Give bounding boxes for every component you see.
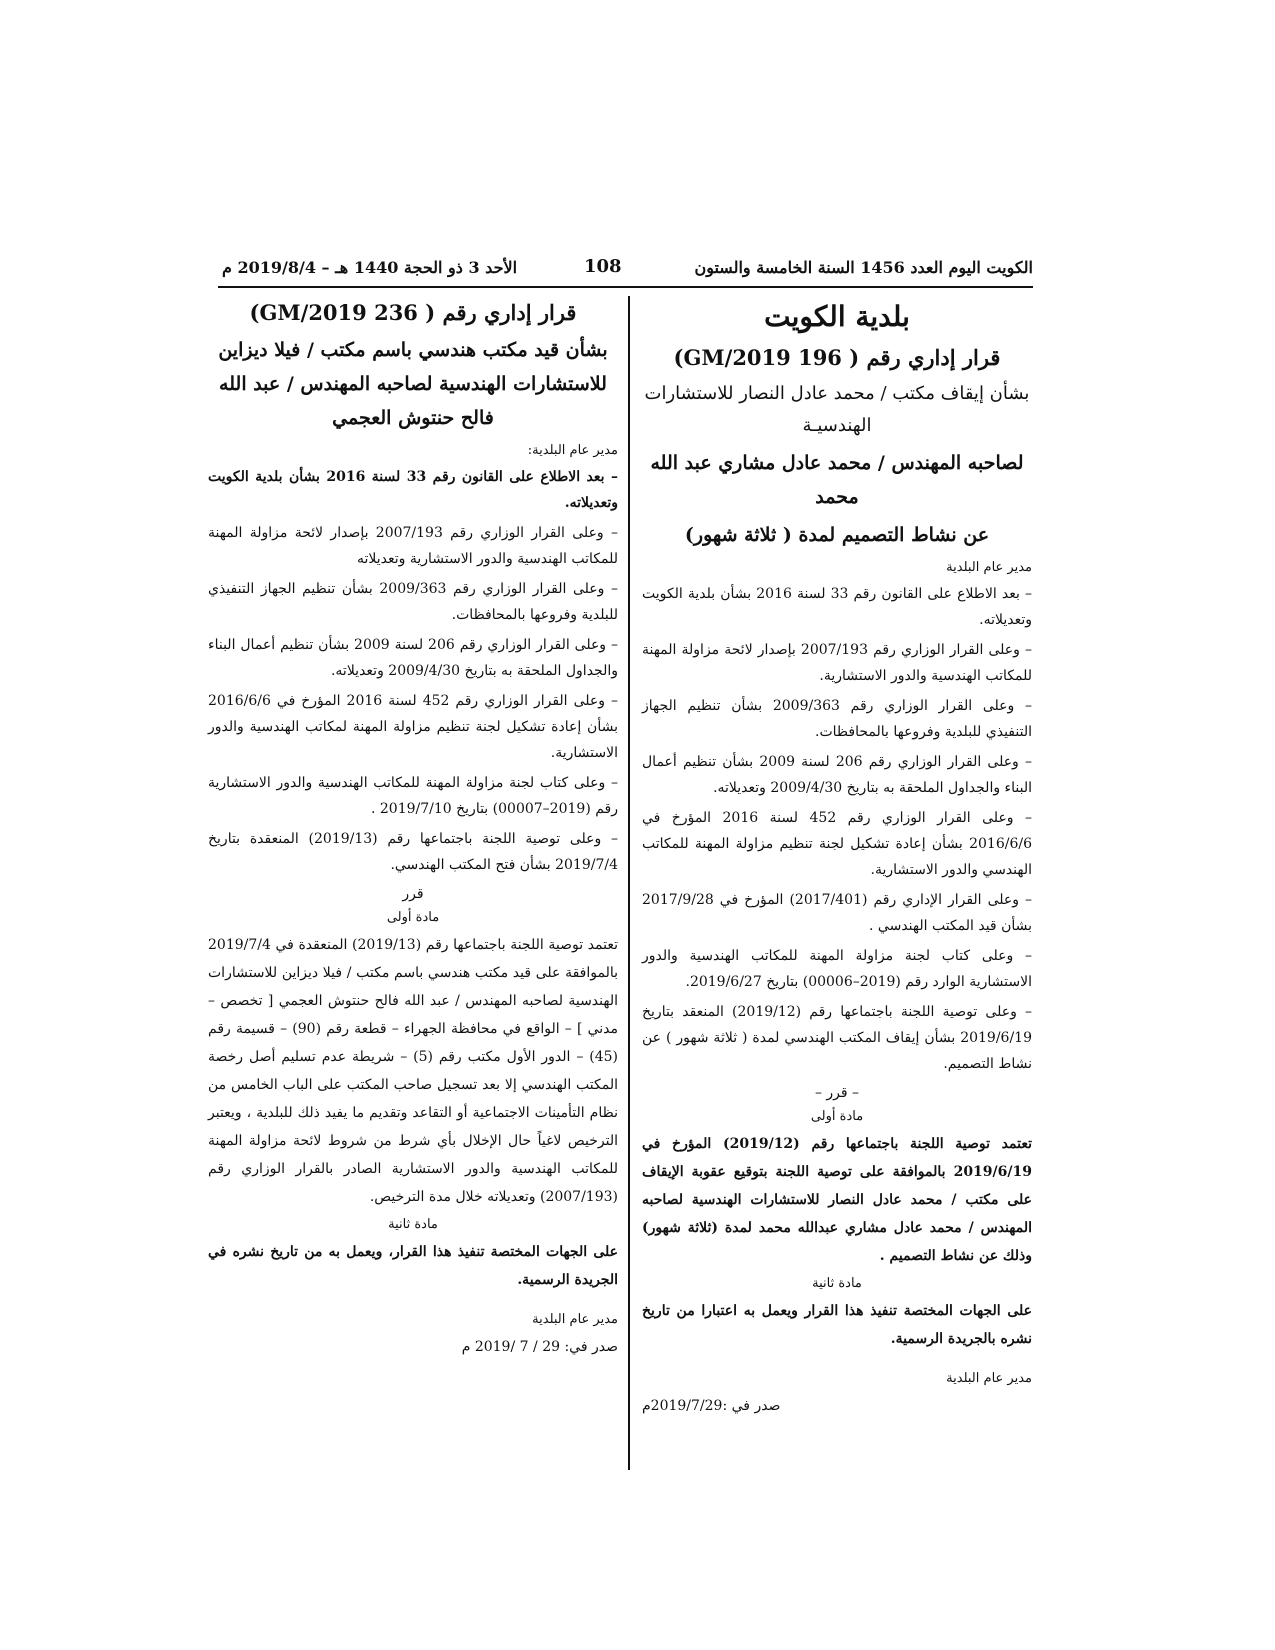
header-page-number: 108 [584, 256, 622, 277]
decision-title: قرار إداري رقم ( 236 2019/GM) [249, 300, 577, 325]
preamble-clause: – بعد الاطلاع على القانون رقم 33 لسنة 2016 بشأن بلدية الكويت وتعديلاته. [208, 469, 618, 511]
org-title: بلدية الكويت [764, 300, 910, 333]
preamble-clause: – وعلى القرار الوزاري رقم 2009/363 بشأن تنظيم الجهاز التنفيذي للبلدية وفروعها بالمحافظات. [208, 581, 618, 623]
director-intro: مدير عام البلدية: [527, 443, 618, 458]
preamble-clause: – وعلى القرار الوزاري رقم 452 لسنة 2016 المؤرخ في 2016/6/6 بشأن إعادة تشكيل لجنة تنظيم مزاولة المهنة لمكاتب الهندسية والدور الاستشارية. [208, 693, 618, 761]
article-one-text: تعتمد توصية اللجنة باجتماعها رقم (2019/12) المؤرخ في 2019/6/19 بالموافقة على توصية اللجنة بتوقيع عقوبة الإيقاف على مكتب / محمد عادل النصار للاستشارات الهندسية لصاحبه المهندس / محمد عادل مشاري عبدالله محمد لمدة (ثلاثة شهور) وذلك عن نشاط التصميم . [642, 1136, 1033, 1264]
page-header [218, 256, 1033, 288]
article-one-label: مادة أولى [386, 910, 440, 925]
decision-subject: بشأن قيد مكتب هندسي باسم مكتب / فيلا ديزاين للاستشارات الهندسية لصاحبه المهندس / عبد الله فالح حنتوش العجمي [218, 339, 608, 429]
preamble-clause: – وعلى القرار الوزاري رقم 206 لسنة 2009 بشأن تنظيم أعمال البناء والجداول الملحقة به بتاريخ 2009/4/30 وتعديلاته. [208, 637, 619, 679]
preamble-clause: – وعلى القرار الوزاري رقم 206 لسنة 2009 بشأن تنظيم أعمال البناء والجداول الملحقة به بتاريخ 2009/4/30 وتعديلاته. [642, 754, 1032, 796]
decision-title: قرار إداري رقم ( 196 2019/GM) [673, 345, 1001, 370]
decision-subject-owner: لصاحبه المهندس / محمد عادل مشاري عبد الله محمد [650, 452, 1024, 508]
right-column-decision-196 [642, 296, 1032, 1420]
preamble-clause: – وعلى القرار الوزاري رقم 2007/193 بإصدار لائحة مزاولة المهنة للمكاتب الهندسية والدور الاستشارية. [642, 642, 1033, 684]
article-two-label: مادة ثانية [812, 1276, 862, 1291]
preamble-clause: – وعلى القرار الإداري رقم (2017/401) المؤرخ في 2017/9/28 بشأن قيد المكتب الهندسي . [642, 892, 1033, 934]
signature: مدير عام البلدية [946, 1371, 1032, 1386]
preamble-clause: – وعلى القرار الوزاري رقم 2009/363 بشأن تنظيم الجهاز التنفيذي للبلدية وفروعها بالمحافظات. [642, 698, 1032, 740]
decision-subject: بشأن إيقاف مكتب / محمد عادل النصار للاستشارات الهندسيـة [644, 383, 1030, 436]
decided-label: قرر [402, 886, 424, 902]
header-date: الأحد 3 ذو الحجة 1440 هـ – 2019/8/4 م [222, 258, 518, 277]
preamble-clause: – وعلى كتاب لجنة مزاولة المهنة للمكاتب الهندسية والدور الاستشارية الوارد رقم (2019–00006) بتاريخ 2019/6/27. [642, 948, 1032, 990]
signature: مدير عام البلدية [532, 1312, 618, 1327]
header-publication: الكويت اليوم العدد 1456 السنة الخامسة والستون [694, 258, 1033, 277]
article-one-label: مادة أولى [810, 1109, 864, 1124]
preamble-clause: – وعلى القرار الوزاري رقم 452 لسنة 2016 المؤرخ في 2016/6/6 بشأن إعادة تشكيل لجنة تنظيم مزاولة المهنة للمكاتب الهندسي والدور الاستشارية. [642, 810, 1032, 878]
article-two-text: على الجهات المختصة تنفيذ هذا القرار، ويعمل به من تاريخ نشره في الجريدة الرسمية. [208, 1244, 618, 1288]
preamble-clause: – بعد الاطلاع على القانون رقم 33 لسنة 2016 بشأن بلدية الكويت وتعديلاته. [642, 586, 1032, 628]
article-two-text: على الجهات المختصة تنفيذ هذا القرار ويعمل به اعتبارا من تاريخ نشره بالجريدة الرسمية. [642, 1303, 1032, 1347]
director-intro: مدير عام البلدية [946, 560, 1032, 575]
preamble-clause: – وعلى توصية اللجنة باجتماعها رقم (2019/12) المنعقد بتاريخ 2019/6/19 بشأن إيقاف المكتب الهندسي لمدة ( ثلاثة شهور ) عن نشاط التصميم. [642, 1004, 1032, 1072]
column-divider [628, 296, 630, 1470]
decision-subject-duration: عن نشاط التصميم لمدة ( ثلاثة شهور) [684, 524, 990, 546]
preamble-clause: – وعلى كتاب لجنة مزاولة المهنة للمكاتب الهندسية والدور الاستشارية رقم (2019–00007) بتاريخ 2019/7/10 . [208, 775, 618, 817]
preamble-clause: – وعلى القرار الوزاري رقم 2007/193 بإصدار لائحة مزاولة المهنة للمكاتب الهندسية والدور الاستشارية وتعديلاته [208, 525, 618, 567]
left-column-decision-236 [208, 296, 618, 1361]
article-one-text: تعتمد توصية اللجنة باجتماعها رقم (2019/13) المنعقدة في 2019/7/4 بالموافقة على قيد مكتب هندسي باسم مكتب / فيلا ديزاين للاستشارات الهندسية لصاحبه المهندس / عبد الله فالح حنتوش العجمي [ تخصص – مدني ] – الواقع في محافظة الجهراء – قطعة رقم (90) – قسيمة رقم (45) – الدور الأول مكتب رقم (5) – شريطة عدم تسليم أصل رخصة المكتب الهندسي إلا بعد تسجيل صاحب المكتب على الباب الخامس من نظام التأمينات الاجتماعية أو التقاعد وتقديم ما يفيد ذلك للبلدية ، ويعتبر الترخيص لاغياً حال الإخلال بأي شرط من شروط لائحة مزاولة المهنة للمكاتب الهندسية والدور الاستشارية الصادر بالقرار الوزاري رقم (2007/193) وتعديلاته خلال مدة الترخيص. [208, 937, 619, 1205]
preamble-clause: – وعلى توصية اللجنة باجتماعها رقم (2019/13) المنعقدة بتاريخ 2019/7/4 بشأن فتح المكتب الهندسي. [208, 831, 618, 873]
article-two-label: مادة ثانية [388, 1217, 438, 1232]
issued-date: صدر في: 29 / 7 /2019 م [461, 1339, 618, 1355]
decided-label: – قرر – [814, 1085, 860, 1101]
issued-date: صدر في :2019/7/29م [642, 1398, 781, 1414]
